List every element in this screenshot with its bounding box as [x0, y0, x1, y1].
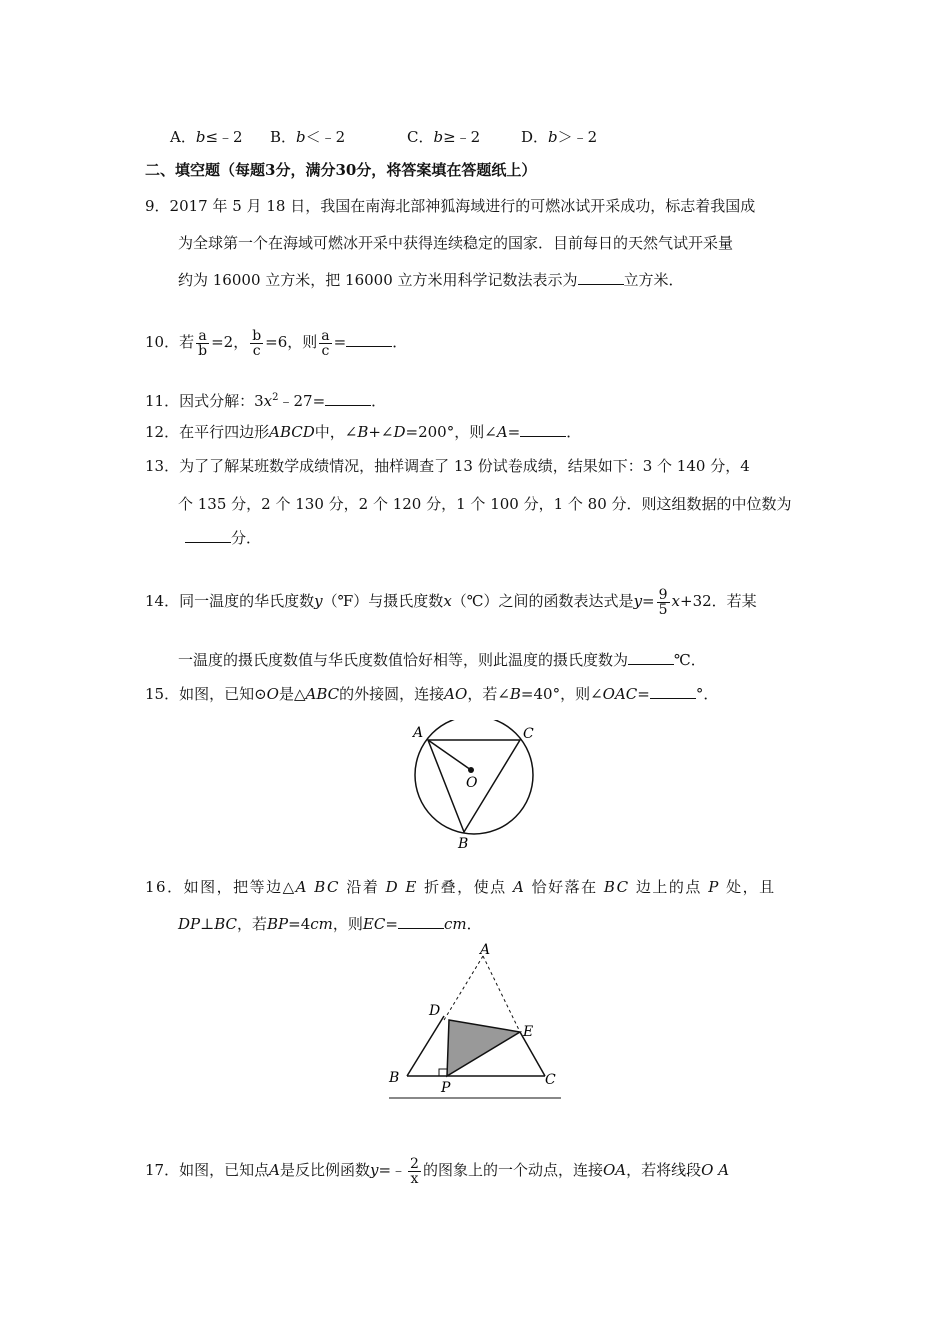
label-p: P	[441, 1080, 451, 1096]
fraction-b-over-c: $\frac{b}{c}$	[252, 327, 262, 359]
label-e: E	[523, 1024, 534, 1040]
answer-blank	[185, 528, 231, 543]
center-point	[468, 767, 474, 773]
answer-blank	[578, 270, 624, 285]
question-13-line-3: 分．	[185, 528, 261, 548]
answer-blank	[398, 914, 444, 929]
fraction-a-over-b: $\frac{a}{b}$	[198, 327, 208, 359]
section-heading: 二、填空题（每题3分，满分30分，将答案填在答题纸上）	[145, 161, 537, 179]
question-9-line-1: 9．2017 年 5 月 18 日，我国在南海北部神狐海域进行的可燃冰试开采成功，标志着我国成	[145, 197, 756, 215]
label-b: B	[458, 836, 469, 852]
answer-blank	[650, 684, 696, 699]
answer-blank	[325, 391, 371, 406]
answer-blank	[346, 332, 392, 347]
question-16-line-1: 16．如图，把等边△A BC 沿着 D E 折叠，使点 A 恰好落在 BC 边上的点 P 处，且	[145, 878, 776, 896]
label-c: C	[545, 1072, 556, 1088]
answer-blank	[628, 650, 674, 665]
triangle-fold-figure	[385, 938, 565, 1103]
label-b: B	[389, 1070, 400, 1086]
fraction-9-over-5: $\frac{9}{5}$	[658, 586, 668, 618]
label-o: O	[466, 775, 478, 791]
label-a: A	[480, 942, 491, 958]
question-13-line-1: 13．为了了解某班数学成绩情况，抽样调查了 13 份试卷成绩，结果如下：3 个 140 分，4	[145, 457, 750, 475]
label-c: C	[523, 726, 534, 742]
question-10: 10．若 $\frac{a}{b}$ =2， $\frac{b}{c}$ =6，则 $\frac{a}{c}$ = ．	[145, 327, 408, 359]
question-15: 15．如图，已知⊙O是△ABC的外接圆，连接AO，若∠B=40°，则∠OAC= °．	[145, 685, 719, 703]
dashed-ae	[483, 956, 520, 1032]
question-13-line-2: 个 135 分，2 个 130 分，2 个 120 分，1 个 100 分，1 个 80 分．则这组数据的中位数为	[178, 495, 792, 513]
question-12: 12．在平行四边形ABCD中，∠B+∠D=200°，则∠A= ．	[145, 423, 582, 441]
right-angle-mark	[439, 1069, 447, 1076]
question-11: 11．因式分解：$3x^2﹣27=$ ．	[145, 392, 387, 410]
question-9-line-2: 为全球第一个在海域可燃冰开采中获得连续稳定的国家．目前每日的天然气试开采量	[178, 234, 734, 252]
question-16-line-2: DP⊥BC，若BP=4cm，则EC= cm．	[178, 915, 482, 933]
dashed-ad	[444, 956, 483, 1020]
answer-blank	[520, 422, 566, 437]
question-17: 17．如图，已知点A是反比例函数y=﹣ $\frac{2}{x}$ 的图象上的一个动点，连接OA，若将线段O A	[145, 1155, 730, 1187]
option-c: C．b≥﹣2	[407, 128, 481, 146]
question-14-line-2: 一温度的摄氏度数值与华氏度数值恰好相等，则此温度的摄氏度数为 ℃．	[178, 651, 706, 669]
option-d: D．b＞﹣2	[521, 128, 598, 146]
label-d: D	[429, 1003, 441, 1019]
side-bd	[407, 1016, 444, 1076]
label-a: A	[413, 725, 424, 741]
fraction-2-over-x: $\frac{2}{x}$	[410, 1155, 419, 1187]
question-14-line-1: 14．同一温度的华氏度数y（℉）与摄氏度数x（℃）之间的函数表达式是y= $\frac{9}{5}$ x+32．若某	[145, 586, 757, 618]
option-a: A．b≤﹣2	[170, 128, 243, 146]
question-9-line-3: 约为 16000 立方米，把 16000 立方米用科学记数法表示为 立方米．	[178, 271, 684, 289]
fraction-a-over-c: $\frac{a}{c}$	[321, 327, 330, 359]
folded-triangle	[447, 1020, 520, 1076]
option-b: B．b＜﹣2	[270, 128, 346, 146]
circle-figure	[400, 720, 550, 855]
